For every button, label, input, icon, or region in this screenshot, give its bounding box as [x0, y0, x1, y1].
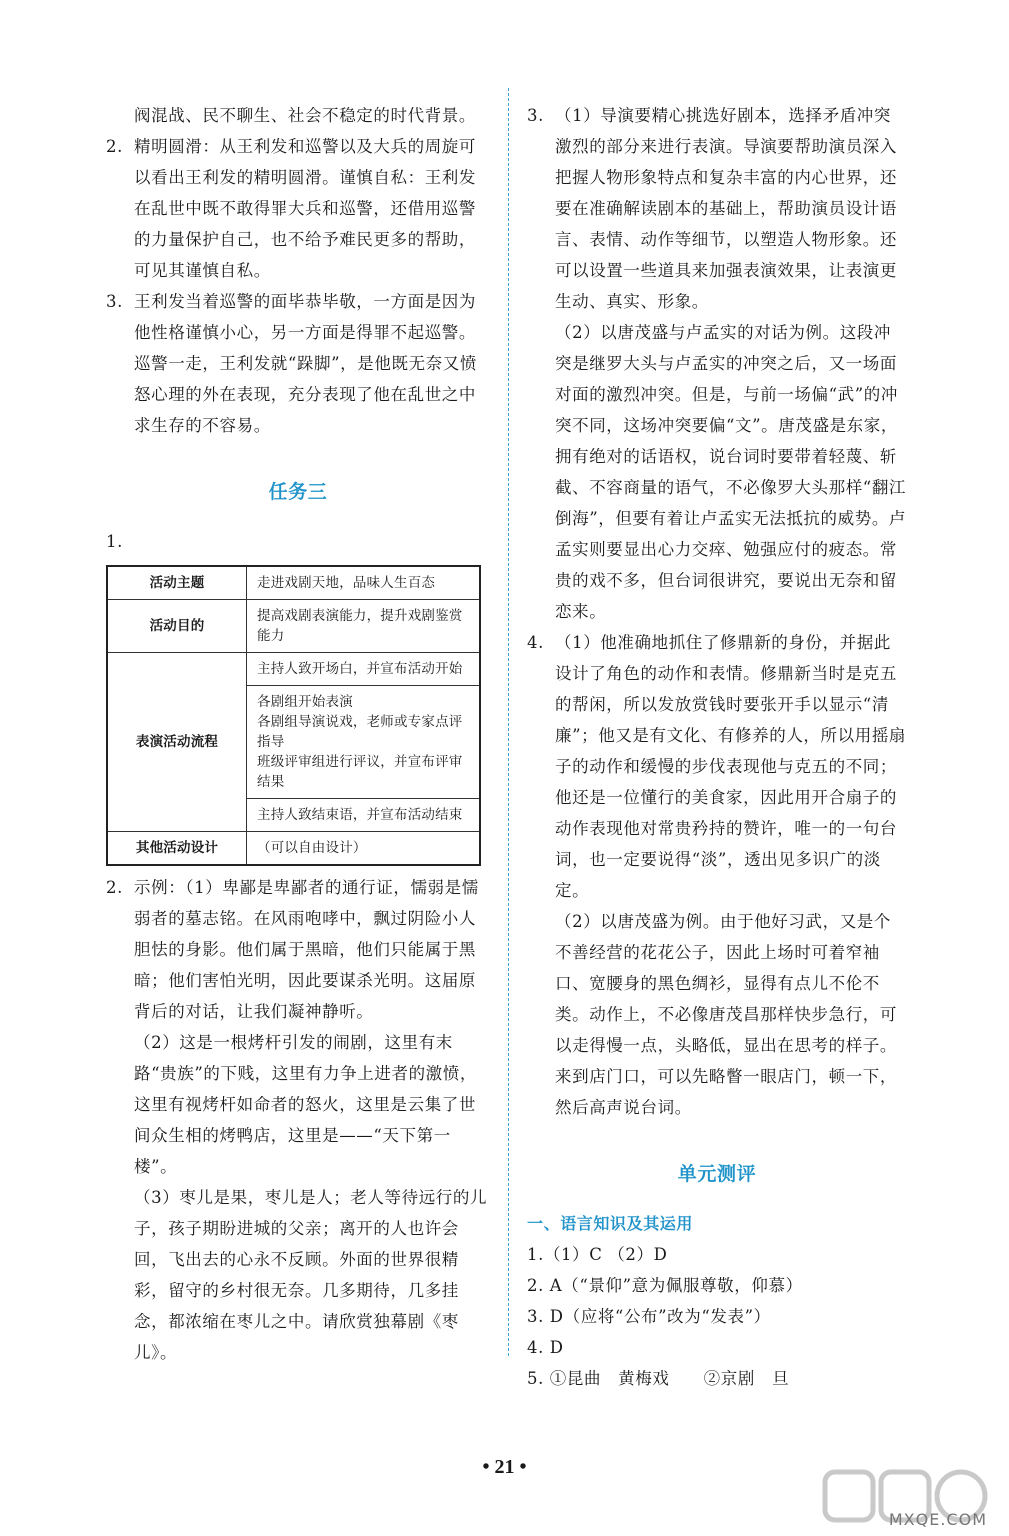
unit-answer-5: 5. ①昆曲 黄梅戏 ②京剧 旦 — [527, 1369, 790, 1388]
table-row — [107, 832, 480, 866]
watermark-text: MXQE.COM — [888, 1510, 987, 1529]
activity-table — [106, 565, 481, 866]
task-answer-1-label: 1. — [106, 532, 123, 551]
task-three-heading: 任务三 — [268, 481, 328, 503]
unit-test-heading: 单元测评 — [677, 1163, 757, 1185]
table-row — [107, 653, 480, 686]
table-row — [107, 600, 480, 653]
task-answer-2-part-3: （3）枣儿是果，枣儿是人；老人等待远行的儿子，孩子期盼进城的父亲；离开的人也许会回，飞出去的心永不反顾。外面的世界很精彩，留守的乡村很无奈。几多期待，几多挂念，都浓缩在枣儿之中。请欣赏独幕剧《枣儿》。 — [134, 1188, 488, 1362]
table-header-cell: 活动目的 — [107, 600, 247, 653]
task-answer-2-part-2: （2）这是一根烤杆引发的闹剧，这里有末路“贵族”的下贱，这里有力争上进者的激愤，这里有视烤杆如命者的怒火，这里是云集了世间众生相的烤鸭店，这里是——“天下第一楼”。 — [134, 1033, 477, 1176]
column-divider — [508, 88, 509, 1356]
left-column — [106, 100, 490, 1368]
intro-continuation: 阀混战、民不聊生、社会不稳定的时代背景。 — [134, 106, 476, 125]
page-number: • 21 • — [482, 1456, 527, 1478]
section-1-heading: 一、语言知识及其运用 — [527, 1214, 694, 1233]
answer-3-right: 3. （1）导演要精心挑选好剧本，选择矛盾冲突激烈的部分来进行表演。导演要帮助演员深入把握人物形象特点和复杂丰富的内心世界，还要在准确解读剧本的基础上，帮助演员设计语言、表情、动作等细节，以塑造人物形象。还可以设置一些道具来加强表演效果，让表演更生动、真实、形象。 — [527, 106, 897, 311]
unit-answer-2: 2. A（“景仰”意为佩服尊敬，仰慕） — [527, 1276, 803, 1295]
table-cell: 主持人致结束语，并宣布活动结束 — [247, 799, 481, 832]
table-cell: 提高戏剧表演能力，提升戏剧鉴赏能力 — [247, 600, 481, 653]
table-header-cell: 活动主题 — [107, 566, 247, 600]
table-cell: 主持人致开场白，并宣布活动开始 — [247, 653, 481, 686]
task-answer-2: 2. 示例：（1）卑鄙是卑鄙者的通行证，懦弱是懦弱者的墓志铭。在风雨咆哮中，飘过阴险小人胆怯的身影。他们属于黑暗，他们只能属于黑暗；他们害怕光明，因此要谋杀光明。这届原背后的对话，让我们凝神静听。 — [106, 878, 479, 1021]
table-cell: 各剧组开始表演 各剧组导演说戏，老师或专家点评指导 班级评审组进行评议，并宣布评审结果 — [247, 686, 481, 799]
answer-4: 4. （1）他准确地抓住了修鼎新的身份，并据此设计了角色的动作和表情。修鼎新当时是克五的帮闲，所以发放赏钱时要张开手以显示“清廉”；他又是有文化、有修养的人，所以用摇扇子的动作和缓慢的步伐表现他与克五的不同；他还是一位懂行的美食家，因此用开合扇子的动作表现他对常贵矜持的赞许，唯一的一句台词，也一定要说得“淡”，透出见多识广的淡定。 — [527, 633, 907, 900]
table-row — [107, 566, 480, 600]
answer-3: 3. 王利发当着巡警的面毕恭毕敬，一方面是因为他性格谨慎小心，另一方面是得罪不起巡警。巡警一走，王利发就“跺脚”，是他既无奈又愤怒心理的外在表现，充分表现了他在乱世之中求生存的不容易。 — [106, 292, 477, 435]
unit-answer-3: 3. D（应将“公布”改为“发表”） — [527, 1307, 771, 1326]
unit-answer-4: 4. D — [527, 1338, 564, 1357]
unit-answer-1: 1.（1）C （2）D — [527, 1245, 668, 1264]
answer-2: 2. 精明圆滑：从王利发和巡警以及大兵的周旋可以看出王利发的精明圆滑。谨慎自私：王利发在乱世中既不敢得罪大兵和巡警，还借用巡警的力量保护自己，也不给予难民更多的帮助，可见其谨慎自私。 — [106, 137, 476, 280]
table-cell: 走进戏剧天地，品味人生百态 — [247, 566, 481, 600]
table-header-cell: 其他活动设计 — [107, 832, 247, 866]
table-cell: （可以自由设计） — [247, 832, 481, 866]
right-column — [527, 100, 907, 1394]
table-header-cell: 表演活动流程 — [107, 653, 247, 832]
answer-4-part-2: （2）以唐茂盛为例。由于他好习武，又是个不善经营的花花公子，因此上场时可着窄袖口、宽腰身的黑色绸衫，显得有点儿不伦不类。动作上，不必像唐茂昌那样快步急行，可以走得慢一点，头略低，显出在思考的样子。来到店门口，可以先略瞥一眼店门，顿一下，然后高声说台词。 — [555, 912, 897, 1117]
answer-3-part-2: （2）以唐茂盛与卢孟实的对话为例。这段冲突是继罗大头与卢孟实的冲突之后，又一场面对面的激烈冲突。但是，与前一场偏“武”的冲突不同，这场冲突要偏“文”。唐茂盛是东家，拥有绝对的话语权，说台词时要带着轻蔑、斩截、不容商量的语气，不必像罗大头那样“翻江倒海”，但要有着让卢孟实无法抵抗的威势。卢孟实则要显出心力交瘁、勉强应付的疲态。常贵的戏不多，但台词很讲究，要说出无奈和留恋来。 — [555, 323, 907, 621]
